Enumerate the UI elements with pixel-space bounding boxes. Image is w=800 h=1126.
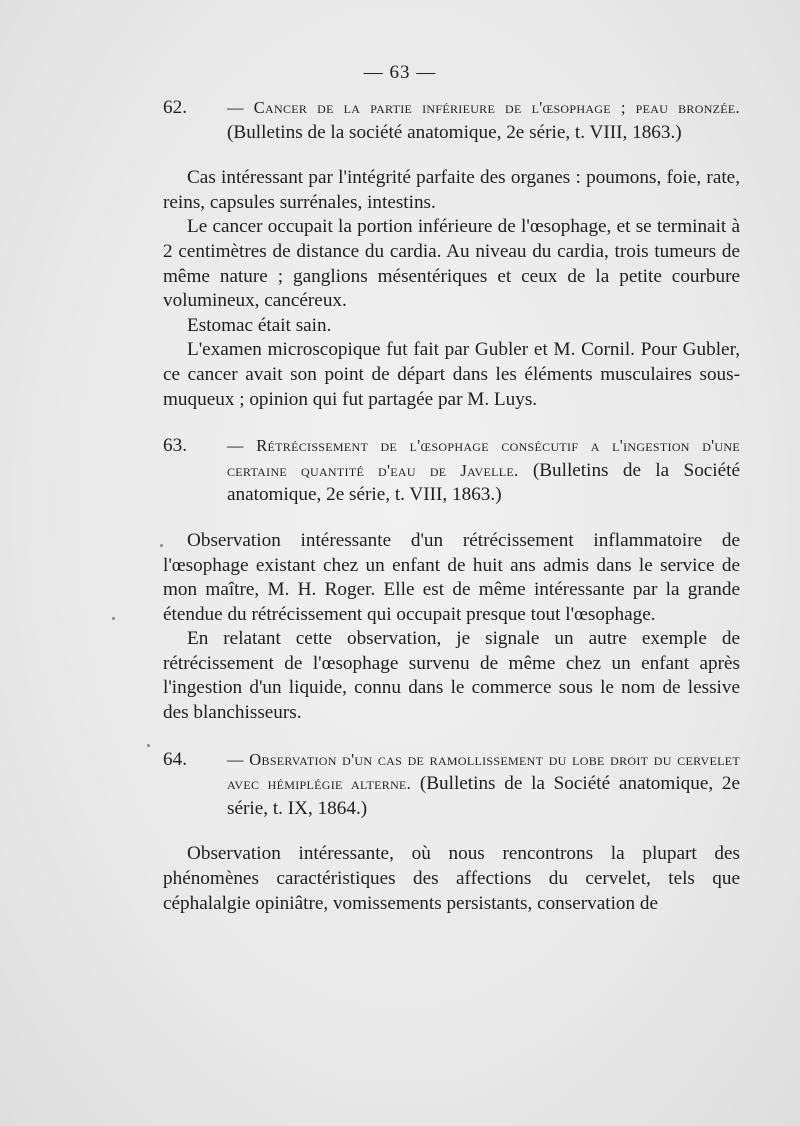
entry-62-paragraph-2: Le cancer occupait la portion inférieure de l'œsophage, et se terminait à 2 centimètres de distance du cardia. Au niveau du cardia, trois tumeurs de même nature ; ganglions mésentériques et ceux de la petite courbure volumineux, cancéreux. xyxy=(163,216,740,312)
entry-62-reference: (Bulletins de la société anatomique, 2e série, t. VIII, 1863.) xyxy=(227,121,682,143)
entry-64-title: — Observation d'un cas de ramollissement du lobe droit du cervelet avec hémiplégie alterne. xyxy=(227,749,740,794)
entry-62-heading xyxy=(163,96,740,145)
speck-mark xyxy=(160,544,163,547)
entry-63-paragraph-2: En relatant cette observation, je signale un autre exemple de rétrécissement de l'œsophage survenu de même chez un enfant après l'ingestion d'un liquide, connu dans le commerce sous le nom de lessive des blanchisseurs. xyxy=(163,628,740,724)
page-body xyxy=(163,96,740,916)
entry-63-paragraph-1: Observation intéressante d'un rétrécissement inflammatoire de l'œsophage existant chez un enfant de huit ans admis dans le service de mon maître, M. H. Roger. Elle est de même intéressante par la grande étendue du rétrécissement qui occupait presque tout l'œsophage. xyxy=(163,529,740,625)
entry-64-paragraph-1: Observation intéressante, où nous rencontrons la plupart des phénomènes caractéristiques des affections du cervelet, tels que céphalalgie opiniâtre, vomissements persistants, conservation de xyxy=(163,843,740,914)
speck-mark xyxy=(112,617,115,620)
entry-63-title: — Rétrécissement de l'œsophage consécutif a l'ingestion d'une certaine quantité d'eau de Javelle. xyxy=(227,436,740,480)
entry-62-number: 62. xyxy=(163,97,187,118)
entry-63-number: 63. xyxy=(163,435,187,457)
entry-62-paragraph-3: Estomac était sain. xyxy=(187,314,332,336)
entry-64-reference: (Bulletins de la Société anatomique, 2e série, t. IX, 1864.) xyxy=(227,773,740,819)
page-number: — 63 — xyxy=(363,62,437,83)
entry-64-number: 64. xyxy=(163,748,187,770)
entry-64-heading xyxy=(163,748,740,822)
entry-63-reference: (Bulletins de la Société anatomique, 2e série, t. VIII, 1863.) xyxy=(227,459,740,506)
entry-62-paragraph-1: Cas intéressant par l'intégrité parfaite des organes : poumons, foie, rate, reins, capsules surrénales, intestins. xyxy=(163,167,740,213)
entry-62-title: — Cancer de la partie inférieure de l'œsophage ; peau bronzée. xyxy=(227,98,740,117)
entry-63-heading xyxy=(163,434,740,508)
speck-mark xyxy=(147,744,150,747)
entry-62-paragraph-4: L'examen microscopique fut fait par Gubler et M. Cornil. Pour Gubler, ce cancer avait son point de départ dans les éléments musculaires sous-muqueux ; opinion qui fut partagée par M. Luys. xyxy=(163,339,740,410)
